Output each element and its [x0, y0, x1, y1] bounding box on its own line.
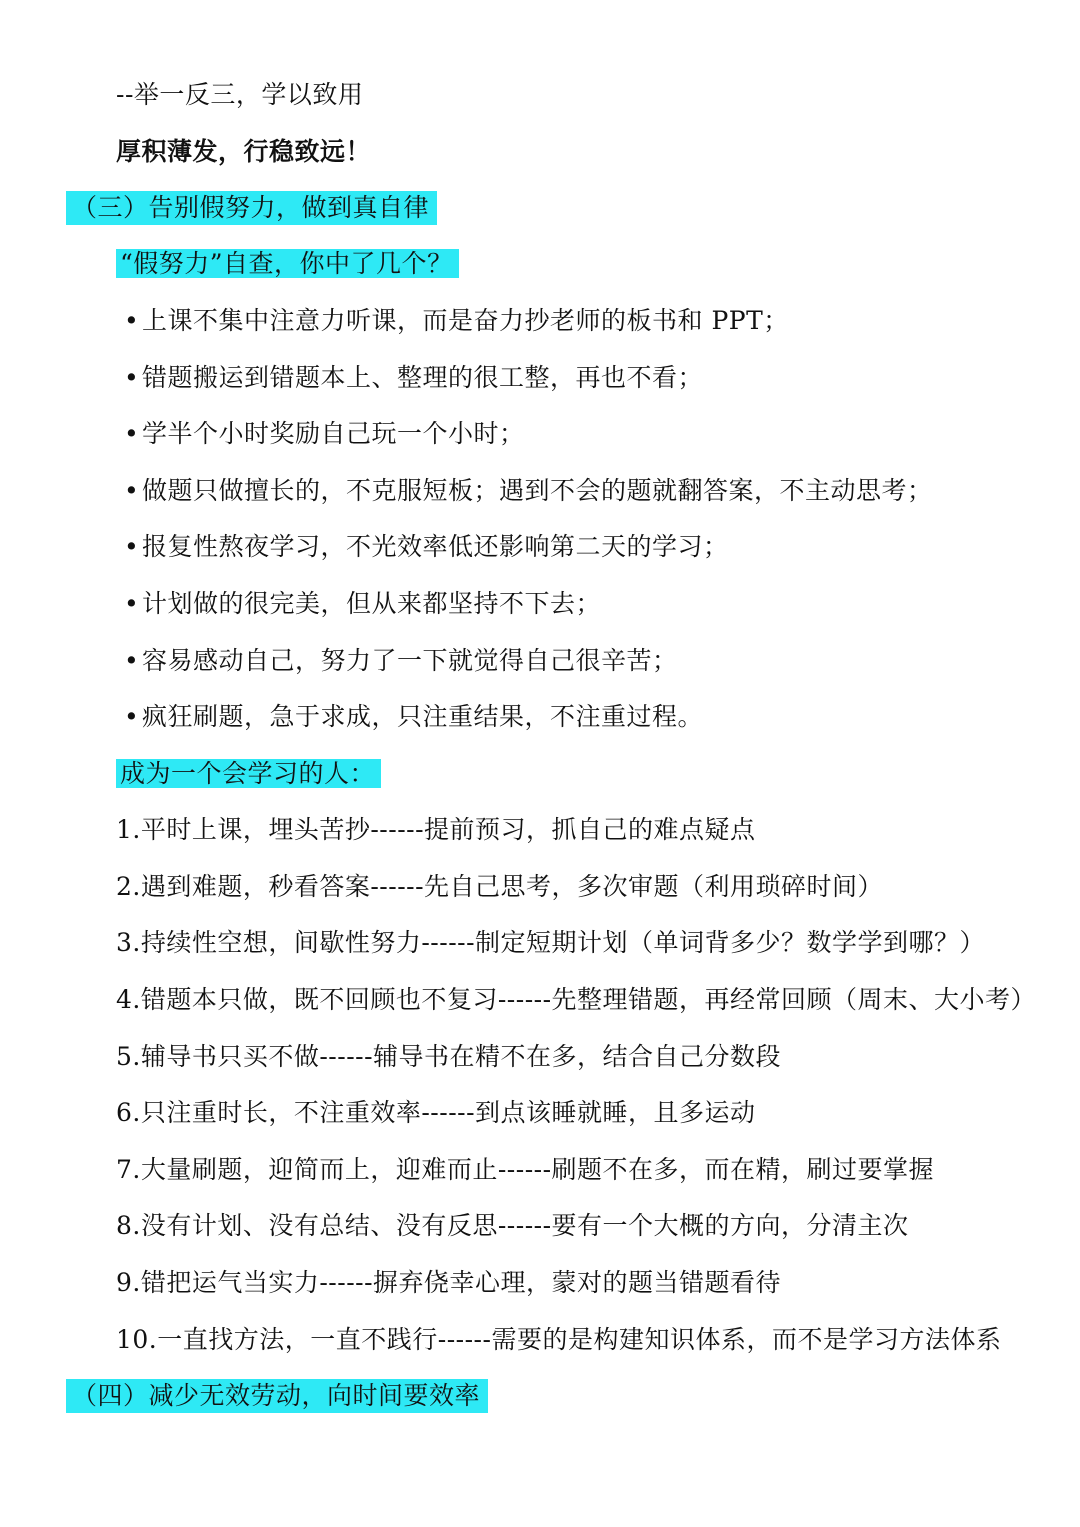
list-item: 10.一直找方法，一直不践行------需要的是构建知识体系，而不是学习方法体系 — [116, 1325, 1002, 1354]
list-item: 5.辅导书只买不做------辅导书在精不在多，结合自己分数段 — [116, 1042, 782, 1071]
learner-heading — [116, 757, 381, 791]
list-item: 6.只注重时长，不注重效率------到点该睡就睡，且多运动 — [116, 1098, 756, 1127]
intro-line-2: 厚积薄发，行稳致远！ — [116, 137, 372, 166]
list-item: 9.错把运气当实力------摒弃侥幸心理，蒙对的题当错题看待 — [116, 1268, 782, 1297]
list-item-text: 报复性熬夜学习，不光效率低还影响第二天的学习； — [142, 532, 729, 561]
bullet-dot-icon: • — [124, 702, 140, 731]
section-3-heading: （三）告别假努力，做到真自律 — [66, 191, 437, 225]
bullet-dot-icon: • — [124, 646, 140, 675]
intro-line-1: --举一反三，学以致用 — [116, 80, 364, 109]
learner-heading-text: 成为一个会学习的人： — [116, 759, 381, 788]
list-item-text: 疯狂刷题，急于求成，只注重结果，不注重过程。 — [142, 702, 704, 731]
list-item: 8.没有计划、没有总结、没有反思------要有一个大概的方向，分清主次 — [116, 1211, 909, 1240]
section-4-heading: （四）减少无效劳动，向时间要效率 — [66, 1379, 488, 1413]
list-item-text: 错题搬运到错题本上、整理的很工整，再也不看； — [142, 363, 704, 392]
bullet-dot-icon: • — [124, 419, 140, 448]
bullet-dot-icon: • — [124, 532, 140, 561]
list-item-text: 计划做的很完美，但从来都坚持不下去； — [142, 589, 602, 618]
list-item — [124, 304, 789, 338]
list-item — [124, 417, 525, 451]
list-item: 2.遇到难题，秒看答案------先自己思考，多次审题（利用琐碎时间） — [116, 872, 884, 901]
list-item — [124, 361, 703, 395]
list-item — [124, 587, 601, 621]
list-item: 3.持续性空想，间歇性努力------制定短期计划（单词背多少？数学学到哪？） — [116, 928, 986, 957]
list-item: 1.平时上课，埋头苦抄------提前预习，抓自己的难点疑点 — [116, 815, 756, 844]
list-item: 7.大量刷题，迎简而上，迎难而止------刷题不在多，而在精，刷过要掌握 — [116, 1155, 935, 1184]
bullet-dot-icon: • — [124, 476, 140, 505]
list-item: 4.错题本只做，既不回顾也不复习------先整理错题，再经常回顾（周末、大小考） — [116, 985, 1037, 1014]
bullet-dot-icon: • — [124, 306, 140, 335]
list-item-text: 学半个小时奖励自己玩一个小时； — [142, 419, 525, 448]
list-item-text: 上课不集中注意力听课，而是奋力抄老师的板书和 PPT； — [142, 306, 789, 335]
self-check-heading — [116, 247, 459, 281]
self-check-heading-text: “假努力”自查，你中了几个？ — [116, 249, 459, 278]
bullet-dot-icon: • — [124, 589, 140, 618]
list-item-text: 做题只做擅长的，不克服短板；遇到不会的题就翻答案，不主动思考； — [142, 476, 933, 505]
list-item — [124, 700, 703, 734]
list-item — [124, 644, 678, 678]
bullet-dot-icon: • — [124, 363, 140, 392]
list-item-text: 容易感动自己，努力了一下就觉得自己很辛苦； — [142, 646, 678, 675]
list-item — [124, 474, 933, 508]
list-item — [124, 530, 729, 564]
